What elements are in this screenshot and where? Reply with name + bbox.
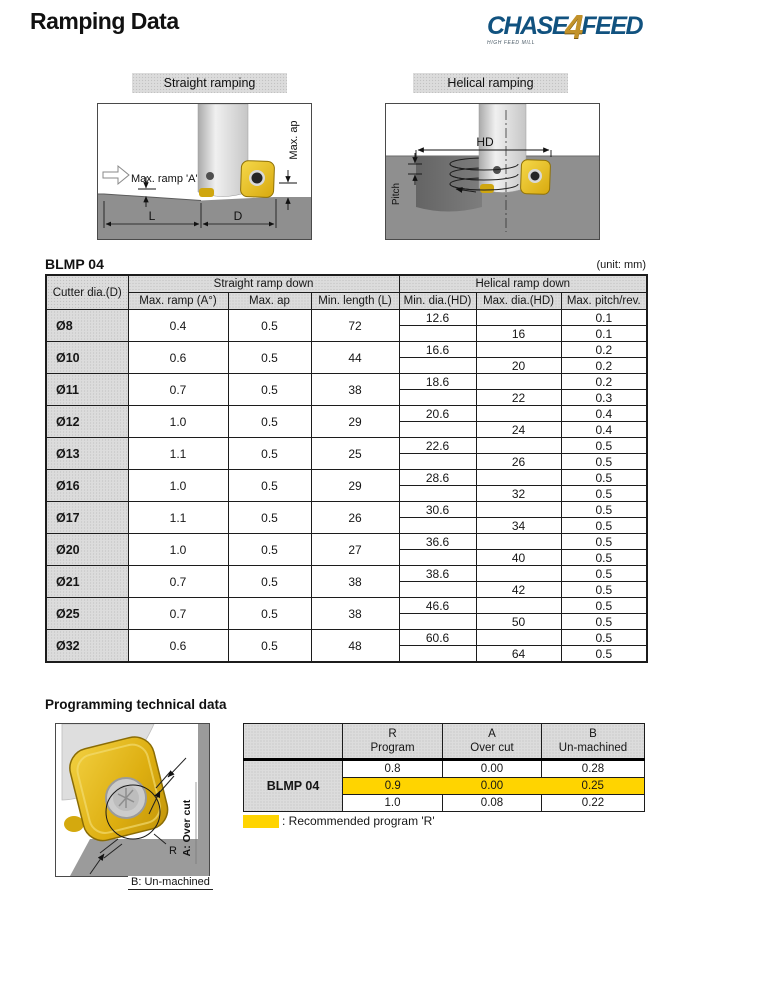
- milling-tool: [479, 104, 551, 195]
- helical-ramping-diagram: [385, 103, 600, 240]
- group-header-row: [46, 275, 647, 293]
- a-header-line1: A: [488, 728, 496, 740]
- min-length-cell: 38: [311, 566, 399, 598]
- logo-chase-text: CHASE: [487, 12, 568, 40]
- min-length-header: Min. length (L): [311, 293, 399, 310]
- rear-insert: [199, 188, 214, 197]
- ramping-row: [46, 438, 647, 454]
- min-length-cell: 26: [311, 502, 399, 534]
- max-ap-label: Max. ap: [288, 120, 300, 160]
- max-ap-cell: 0.5: [228, 502, 311, 534]
- max-ap-cell: 0.5: [228, 534, 311, 566]
- max-pitch-cell: 0.1: [561, 310, 647, 326]
- min-dia-cell: 30.6: [399, 502, 476, 518]
- ramping-row: [46, 406, 647, 422]
- cutter-dia-cell: Ø17: [46, 502, 128, 534]
- ground-material: [98, 194, 311, 239]
- max-pitch-cell: 0.5: [561, 502, 647, 518]
- max-dia-cell: 64: [476, 646, 561, 663]
- a-header-line2: Over cut: [470, 742, 514, 754]
- un-machined-cell: 0.28: [542, 760, 645, 778]
- ramping-row: [46, 566, 647, 582]
- max-ramp-cell: 1.0: [128, 406, 228, 438]
- ramping-row: [46, 630, 647, 646]
- max-ramp-cell: 0.6: [128, 342, 228, 374]
- max-ramp-cell: 0.6: [128, 630, 228, 663]
- min-dia-cell: [399, 486, 476, 502]
- min-dia-cell: 60.6: [399, 630, 476, 646]
- over-cut-cell: 0.08: [443, 795, 542, 812]
- max-pitch-cell: 0.5: [561, 470, 647, 486]
- b-header-line2: Un-machined: [558, 742, 628, 754]
- max-pitch-cell: 0.5: [561, 438, 647, 454]
- min-dia-cell: 28.6: [399, 470, 476, 486]
- r-header-line1: R: [388, 728, 397, 740]
- ramping-row: [46, 598, 647, 614]
- program-row: [244, 760, 645, 778]
- legend: [243, 814, 435, 828]
- max-dia-cell: [476, 310, 561, 326]
- logo-feed-text: FEED: [581, 12, 643, 40]
- over-cut-header: [443, 724, 542, 760]
- straight-ramp-group-header: Straight ramp down: [128, 275, 399, 293]
- max-ap-cell: 0.5: [228, 406, 311, 438]
- max-ap-cell: 0.5: [228, 598, 311, 630]
- insert-screw-torx: [252, 173, 263, 184]
- min-length-cell: 29: [311, 406, 399, 438]
- max-dia-cell: [476, 406, 561, 422]
- max-dia-cell: [476, 630, 561, 646]
- helical-ramping-caption: Helical ramping: [413, 73, 568, 93]
- max-dia-cell: [476, 438, 561, 454]
- cutter-dia-cell: Ø11: [46, 374, 128, 406]
- min-dia-cell: [399, 326, 476, 342]
- ramping-row: [46, 470, 647, 486]
- max-pitch-cell: 0.2: [561, 358, 647, 374]
- max-dia-header: Max. dia.(HD): [476, 293, 561, 310]
- min-length-cell: 27: [311, 534, 399, 566]
- max-dia-cell: [476, 534, 561, 550]
- max-pitch-header: Max. pitch/rev.: [561, 293, 647, 310]
- rear-insert: [480, 184, 494, 193]
- cutter-dia-header: Cutter dia.(D): [46, 275, 128, 310]
- min-length-cell: 48: [311, 630, 399, 663]
- programming-table-body: [244, 760, 645, 812]
- max-ap-cell: 0.5: [228, 566, 311, 598]
- cutter-dia-cell: Ø21: [46, 566, 128, 598]
- max-ap-cell: 0.5: [228, 470, 311, 502]
- max-pitch-cell: 0.5: [561, 486, 647, 502]
- max-dia-cell: 16: [476, 326, 561, 342]
- blmp-label-cell: BLMP 04: [244, 760, 343, 812]
- ramping-row: [46, 502, 647, 518]
- programming-section-title: Programming technical data: [45, 697, 227, 712]
- programming-table: [243, 723, 645, 812]
- min-dia-cell: [399, 358, 476, 374]
- max-ramp-cell: 0.7: [128, 374, 228, 406]
- min-dia-cell: 46.6: [399, 598, 476, 614]
- min-dia-cell: 12.6: [399, 310, 476, 326]
- max-pitch-cell: 0.1: [561, 326, 647, 342]
- legend-swatch: [243, 815, 279, 828]
- max-dia-cell: 24: [476, 422, 561, 438]
- max-pitch-cell: 0.2: [561, 342, 647, 358]
- min-dia-cell: 16.6: [399, 342, 476, 358]
- max-dia-cell: [476, 342, 561, 358]
- max-dia-cell: 22: [476, 390, 561, 406]
- legend-text: : Recommended program 'R': [282, 814, 435, 828]
- corner-cell: [244, 724, 343, 760]
- max-dia-cell: [476, 598, 561, 614]
- programming-header-row: [244, 724, 645, 760]
- l-dimension-label: L: [148, 209, 156, 223]
- rear-insert: [64, 816, 84, 832]
- ramping-table-body: [46, 310, 647, 663]
- max-pitch-cell: 0.3: [561, 390, 647, 406]
- max-pitch-cell: 0.5: [561, 550, 647, 566]
- un-machined-cell: 0.22: [542, 795, 645, 812]
- main-table-title: BLMP 04: [45, 256, 104, 272]
- ramping-table-header: [46, 275, 647, 310]
- max-dia-cell: [476, 502, 561, 518]
- max-pitch-cell: 0.5: [561, 534, 647, 550]
- straight-ramping-diagram: [97, 103, 312, 240]
- r-program-cell: 0.9: [343, 778, 443, 795]
- cutter-dia-cell: Ø10: [46, 342, 128, 374]
- ramping-row: [46, 310, 647, 326]
- min-dia-cell: [399, 646, 476, 663]
- un-machined-cell: 0.25: [542, 778, 645, 795]
- programming-table-header: [244, 724, 645, 760]
- max-dia-cell: 26: [476, 454, 561, 470]
- page-title: Ramping Data: [30, 8, 179, 34]
- r-label: R: [169, 845, 177, 857]
- max-dia-cell: 32: [476, 486, 561, 502]
- max-dia-cell: 34: [476, 518, 561, 534]
- insert-screw-torx: [531, 172, 540, 181]
- r-header-line2: Program: [370, 742, 415, 754]
- max-pitch-cell: 0.5: [561, 630, 647, 646]
- max-pitch-cell: 0.4: [561, 406, 647, 422]
- chase4feed-logo: [487, 6, 667, 46]
- hd-label: HD: [476, 135, 494, 149]
- logo-four-text: 4: [565, 8, 584, 45]
- max-pitch-cell: 0.5: [561, 454, 647, 470]
- coolant-hole: [206, 172, 214, 180]
- max-ap-cell: 0.5: [228, 374, 311, 406]
- r-program-header: [343, 724, 443, 760]
- max-pitch-cell: 0.5: [561, 646, 647, 663]
- max-pitch-cell: 0.5: [561, 598, 647, 614]
- max-ap-cell: 0.5: [228, 342, 311, 374]
- helical-pocket: [416, 156, 482, 212]
- cutter-dia-cell: Ø12: [46, 406, 128, 438]
- max-ap-cell: 0.5: [228, 438, 311, 470]
- unit-label: (unit: mm): [596, 259, 646, 271]
- cutter-dia-cell: Ø20: [46, 534, 128, 566]
- max-ramp-cell: 1.1: [128, 438, 228, 470]
- max-pitch-cell: 0.5: [561, 566, 647, 582]
- max-pitch-cell: 0.5: [561, 614, 647, 630]
- max-dia-cell: [476, 374, 561, 390]
- min-dia-cell: 36.6: [399, 534, 476, 550]
- min-dia-header: Min. dia.(HD): [399, 293, 476, 310]
- min-dia-cell: 22.6: [399, 438, 476, 454]
- max-ramp-cell: 0.7: [128, 566, 228, 598]
- max-dia-cell: [476, 470, 561, 486]
- min-length-cell: 44: [311, 342, 399, 374]
- min-length-cell: 25: [311, 438, 399, 470]
- min-dia-cell: [399, 550, 476, 566]
- d-dimension-label: D: [233, 209, 243, 223]
- ramping-row: [46, 534, 647, 550]
- max-ap-cell: 0.5: [228, 630, 311, 663]
- milling-tool: [198, 104, 275, 198]
- max-pitch-cell: 0.2: [561, 374, 647, 390]
- max-ramp-cell: 0.4: [128, 310, 228, 342]
- min-dia-cell: [399, 390, 476, 406]
- min-length-cell: 29: [311, 470, 399, 502]
- max-ramp-cell: 1.0: [128, 534, 228, 566]
- cutter-dia-cell: Ø32: [46, 630, 128, 663]
- min-dia-cell: 38.6: [399, 566, 476, 582]
- max-dia-cell: 50: [476, 614, 561, 630]
- cutter-dia-cell: Ø13: [46, 438, 128, 470]
- over-cut-cell: 0.00: [443, 778, 542, 795]
- ramping-row: [46, 374, 647, 390]
- overcut-label: A: Over cut: [181, 799, 193, 857]
- cutter-dia-cell: Ø16: [46, 470, 128, 502]
- max-ramp-cell: 1.1: [128, 502, 228, 534]
- max-dia-cell: 20: [476, 358, 561, 374]
- max-ap-cell: 0.5: [228, 310, 311, 342]
- min-dia-cell: 20.6: [399, 406, 476, 422]
- max-pitch-cell: 0.5: [561, 582, 647, 598]
- pitch-label: Pitch: [391, 182, 402, 206]
- max-dia-cell: 40: [476, 550, 561, 566]
- max-dia-cell: 42: [476, 582, 561, 598]
- ramping-row: [46, 342, 647, 358]
- max-ramp-header: Max. ramp (A°): [128, 293, 228, 310]
- un-machined-header: [542, 724, 645, 760]
- min-dia-cell: [399, 454, 476, 470]
- feed-direction-arrow: [103, 166, 129, 184]
- min-dia-cell: [399, 422, 476, 438]
- min-dia-cell: [399, 518, 476, 534]
- max-pitch-cell: 0.4: [561, 422, 647, 438]
- b-header-line1: B: [589, 728, 597, 740]
- unmachined-label: B: Un-machined: [128, 876, 213, 890]
- max-ramp-label: Max. ramp 'A': [131, 173, 198, 185]
- r-program-cell: 0.8: [343, 760, 443, 778]
- max-ramp-cell: 1.0: [128, 470, 228, 502]
- max-ap-header: Max. ap: [228, 293, 311, 310]
- column-header-row: [46, 293, 647, 310]
- over-cut-cell: 0.00: [443, 760, 542, 778]
- straight-ramping-caption: Straight ramping: [132, 73, 287, 93]
- min-dia-cell: [399, 614, 476, 630]
- min-dia-cell: 18.6: [399, 374, 476, 390]
- max-ramp-cell: 0.7: [128, 598, 228, 630]
- min-dia-cell: [399, 582, 476, 598]
- min-length-cell: 38: [311, 598, 399, 630]
- min-length-cell: 72: [311, 310, 399, 342]
- cutter-dia-cell: Ø25: [46, 598, 128, 630]
- max-pitch-cell: 0.5: [561, 518, 647, 534]
- helical-ramp-group-header: Helical ramp down: [399, 275, 647, 293]
- max-dia-cell: [476, 566, 561, 582]
- cutter-dia-cell: Ø8: [46, 310, 128, 342]
- min-length-cell: 38: [311, 374, 399, 406]
- ramping-table: [45, 274, 648, 663]
- programming-diagram: [55, 723, 210, 877]
- logo-tagline: HIGH FEED MILL: [487, 40, 536, 46]
- r-program-cell: 1.0: [343, 795, 443, 812]
